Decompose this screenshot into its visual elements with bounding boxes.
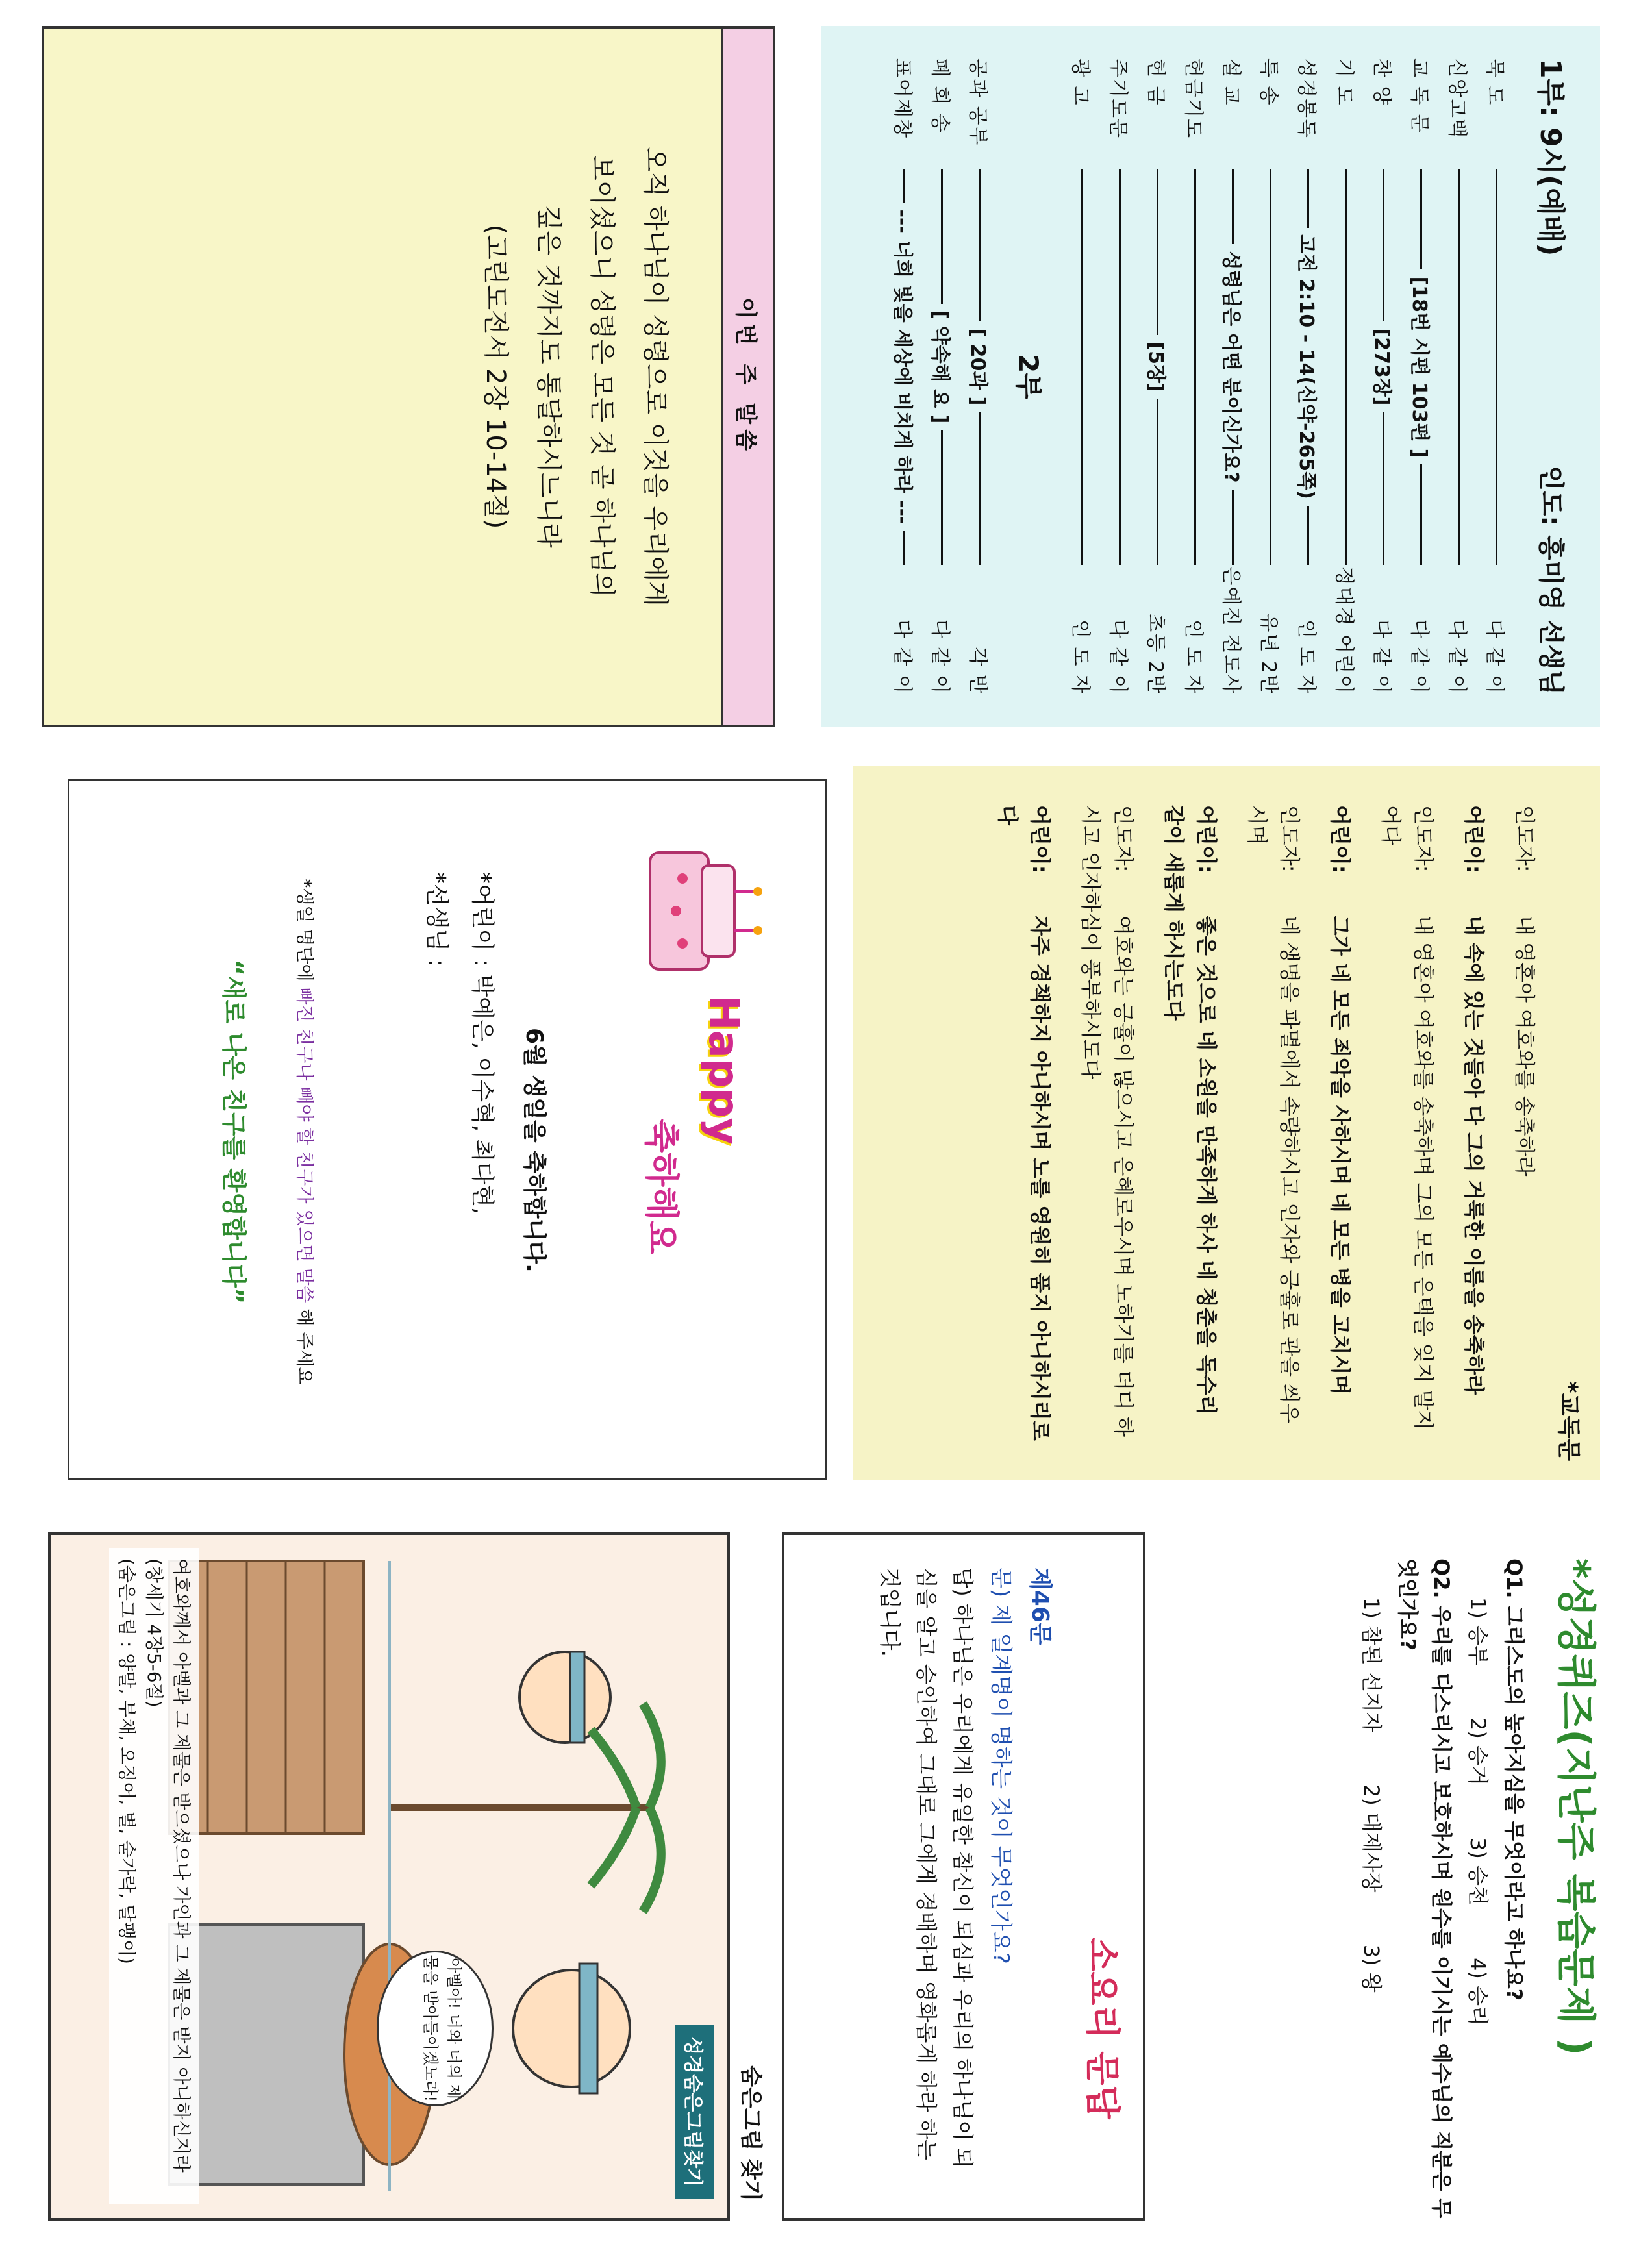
order-row-person: 다 같 이 <box>1107 619 1129 695</box>
quiz-option: 4) 승리 <box>1466 1958 1490 2026</box>
dash-line <box>1233 490 1234 565</box>
order-row-detail: [273장] <box>1370 321 1398 412</box>
order-row-line <box>928 169 957 565</box>
order-row-detail: --- 너희 빛을 세상에 비치게 하라 --- <box>890 203 919 530</box>
verse-line: 깊은 것까지도 통달하시느니라 <box>534 205 564 548</box>
order-row-label: 교 독 문 <box>1408 58 1431 134</box>
order-row-person: 다 같 이 <box>1483 619 1506 695</box>
birthday-note-text: *생일 명단에 <box>294 879 316 988</box>
order-row <box>1252 58 1290 695</box>
dash-line <box>1383 169 1385 321</box>
order-row-label: 표어제창 <box>891 58 914 139</box>
reading-line-leader <box>1241 805 1306 1441</box>
order-row-detail: [18번 시편 103편 ] <box>1407 269 1436 464</box>
order-row-label: 묵 도 <box>1483 58 1506 106</box>
order-row-person: 인 도 자 <box>1069 619 1092 695</box>
quiz-option: 1) 참된 선지자 <box>1359 1597 1384 1732</box>
reading-lines <box>992 805 1541 1441</box>
order-row-person: 유년 2반 <box>1257 613 1280 695</box>
dash-line <box>979 412 981 565</box>
order-row-line <box>1294 169 1323 565</box>
reading-text: 여호와는 긍휼이 많으시고 은혜로우시며 노하기를 더디 하시고 인자하심이 풍부하시도다 <box>1079 805 1136 1437</box>
order-row-label: 기 도 <box>1333 58 1355 106</box>
order-row <box>1290 58 1327 695</box>
order-row <box>1101 58 1139 695</box>
picture-caption-items: (숨은그림 : 양말, 부채, 오징어, 별, 숟가락, 달팽이) <box>116 1558 138 1964</box>
quiz-q2: Q2. 우리를 다스리시고 보호하시며 원수를 이기시는 예수님의 직분은 무엇인가요? <box>1395 1558 1454 2219</box>
reading-text: 좋은 것으로 네 소원을 만족하게 하사 네 청춘을 독수리 같이 새롭게 하시는도다 <box>1162 805 1219 1415</box>
order-leader: 인도: 홍미영 선생님 <box>1536 466 1566 695</box>
order-row-line <box>1370 169 1398 565</box>
dash-line <box>904 531 906 565</box>
quiz-q1-options <box>1458 1597 1497 2221</box>
order-row-label: 폐 회 송 <box>929 58 951 134</box>
catechism-answer: 답) 하나님은 우리에게 유일한 참신이 되심과 우리의 하나님이 되심을 알고 승인하여 그대로 그에게 경배하며 영화롭게 하라 하는 것입니다. <box>877 1567 975 2169</box>
dash-line <box>1383 412 1385 565</box>
reading-speaker: 어린이: <box>1194 805 1219 874</box>
reading-line-leader <box>1375 805 1440 1441</box>
order-row <box>886 58 923 695</box>
quiz-title: *성경퀴즈(지난주 복습문제 ) <box>1553 1558 1598 2056</box>
order-row-detail: 고전 2:10 - 14(신약-265쪽) <box>1294 228 1323 506</box>
order-row <box>1177 58 1214 695</box>
order-row-person: 인 도 자 <box>1295 619 1318 695</box>
order-header <box>1533 58 1574 695</box>
catechism-title: 소요리 문답 <box>1082 1938 1123 2119</box>
order-row-line <box>1195 169 1197 565</box>
picture-title: 숨은그림 찾기 <box>738 2065 764 2201</box>
birthday-heading: 6월 생일을 축하합니다. <box>521 1028 547 1273</box>
order-row-person: 각 반 <box>966 647 989 695</box>
dash-line <box>1157 399 1159 565</box>
order-row-line <box>966 169 994 565</box>
dash-line <box>1082 169 1084 565</box>
dash-line <box>1120 169 1121 565</box>
order-row-line <box>1219 169 1247 565</box>
verse-line: 오직 하나님이 성령으로 이것을 우리에게 <box>640 147 670 606</box>
reading-line-children <box>1158 805 1223 1441</box>
part2-heading: 2부 <box>1012 354 1044 399</box>
order-row-line <box>1082 169 1084 565</box>
verse-line: 보이셨으니 성령은 모든 것 곧 하나님의 <box>587 155 617 598</box>
reading-speaker: 인도자: <box>1512 805 1537 873</box>
worship-order-panel <box>821 26 1600 727</box>
quiz-option: 3) 승천 <box>1466 1838 1490 1906</box>
order-rows-part2 <box>886 58 999 695</box>
order-title: 1부: 9시(예배) <box>1534 58 1567 256</box>
quiz-q2-options <box>1352 1597 1391 2221</box>
order-row-label: 신앙고백 <box>1446 58 1468 139</box>
catechism-question: 문) 제 일계명이 명하는 것이 무엇인가요? <box>988 1567 1014 1964</box>
reading-speaker: 인도자: <box>1111 805 1136 873</box>
order-row <box>1064 58 1101 695</box>
reading-speaker: 어린이: <box>1028 805 1053 874</box>
birthday-note-highlight: 빠진 친구나 빼야 할 친구가 있으면 말씀 <box>294 987 316 1303</box>
order-row <box>1478 58 1516 695</box>
order-row-person: 정대경 어린이 <box>1333 566 1355 695</box>
order-row <box>1327 58 1365 695</box>
memory-verse-panel <box>42 26 775 727</box>
quiz-option: 1) 승부 <box>1466 1597 1490 1665</box>
order-row <box>961 58 999 695</box>
birthday-teachers: *선생님 : <box>423 872 450 967</box>
dash-line <box>1233 169 1234 244</box>
quiz-q1: Q1. 그리스도의 높아지심을 무엇이라고 하나요? <box>1502 1558 1527 2001</box>
reading-line-children <box>1324 805 1357 1441</box>
dash-line <box>942 169 944 304</box>
order-row <box>1214 58 1252 695</box>
verse-title: 이번 주 말씀 <box>721 29 773 725</box>
order-row-line <box>1458 169 1460 565</box>
birthday-cake-icon <box>637 833 767 989</box>
reading-line-leader <box>1075 805 1140 1441</box>
dash-line <box>1496 169 1498 565</box>
order-row-person: 인 도 자 <box>1182 619 1205 695</box>
order-row-label: 헌 금 <box>1144 58 1167 106</box>
order-row <box>923 58 961 695</box>
order-row-detail: [ 20과 ] <box>966 321 994 412</box>
order-row <box>1139 58 1177 695</box>
quiz-option: 3) 왕 <box>1359 1944 1384 1993</box>
order-row-line <box>890 169 919 565</box>
order-row-person: 다 같 이 <box>929 619 951 695</box>
reading-speaker: 인도자: <box>1277 805 1302 873</box>
dash-line <box>1345 169 1347 565</box>
order-row-line <box>1407 169 1436 565</box>
dash-line <box>1157 169 1159 335</box>
order-row-person: 다 같 이 <box>1370 619 1393 695</box>
reading-text: 자주 경책하지 아니하시며 노를 영원히 품지 아니하시리로다 <box>995 805 1053 1441</box>
order-row-line <box>1496 169 1498 565</box>
order-row <box>1403 58 1440 695</box>
picture-caption-verse: 여호와께서 아벨과 그 제물은 받으셨으나 가인과 그 제물은 받지 아니하신지라(창세기 4장5-6절) <box>144 1558 192 2173</box>
order-row <box>1365 58 1403 695</box>
picture-caption <box>109 1548 199 2204</box>
order-row-label: 주기도문 <box>1107 58 1129 139</box>
order-row-person: 다 같 이 <box>1408 619 1431 695</box>
order-row-label: 헌금기도 <box>1182 58 1205 139</box>
birthday-note <box>293 820 319 1443</box>
order-row-label: 성경봉독 <box>1295 58 1318 139</box>
birthday-kids: *어린이 : 박예은, 이수혁, 최다현, <box>469 872 495 1215</box>
dash-line <box>1421 169 1423 269</box>
order-row-label: 찬 양 <box>1370 58 1393 106</box>
order-rows-part1 <box>1064 58 1516 695</box>
order-row <box>1440 58 1478 695</box>
quiz-option: 2) 대제사장 <box>1359 1784 1384 1893</box>
birthday-banner-happy: Happy <box>699 995 747 1145</box>
order-row-line <box>1270 169 1272 565</box>
dash-line <box>1195 169 1197 565</box>
quiz-option: 2) 승거 <box>1466 1717 1490 1786</box>
hidden-picture-illustration <box>48 1532 730 2221</box>
birthday-banner-congrats: 축하해요 <box>641 1119 682 1254</box>
order-row-label: 공과 공부 <box>966 58 989 147</box>
order-row-label: 특 송 <box>1257 58 1280 106</box>
order-row-line <box>1345 169 1347 565</box>
order-row-person: 다 같 이 <box>891 619 914 695</box>
responsive-reading-panel <box>853 766 1600 1480</box>
dash-line <box>1270 169 1272 565</box>
order-row-person: 은예진 전도사 <box>1220 566 1242 695</box>
dash-line <box>1458 169 1460 565</box>
dash-line <box>1308 169 1310 228</box>
reading-text: 내 영혼아 여호와를 송축하며 그의 모든 은택을 잊지 말지어다 <box>1379 805 1436 1430</box>
order-row-line <box>1144 169 1172 565</box>
verse-reference: (고린도전서 2장 10-14절) <box>481 224 510 529</box>
reading-title: *교독문 <box>1555 1380 1582 1461</box>
order-row-line <box>1120 169 1121 565</box>
reading-speaker: 인도자: <box>1411 805 1436 873</box>
dash-line <box>979 169 981 321</box>
order-row-person: 초등 2반 <box>1144 613 1167 695</box>
reading-speaker: 어린이: <box>1328 805 1353 874</box>
speech-bubble: 아벨아! 너와 너의 제물을 받아들이겠노라! <box>377 1951 494 2106</box>
order-row-person: 다 같 이 <box>1446 619 1468 695</box>
reading-text: 내 속에 있는 것들아 다 그의 거룩한 이름을 송축하라 <box>1462 916 1486 1395</box>
reading-text: 내 영혼아 여호와를 송축하라 <box>1512 916 1537 1177</box>
dash-line <box>942 430 944 565</box>
order-row-detail: 성령님은 어떤 분이신가요? <box>1219 244 1247 489</box>
birthday-panel <box>68 779 827 1480</box>
dash-line <box>904 169 906 203</box>
dash-line <box>1308 506 1310 565</box>
reading-text: 그가 네 모든 죄악을 사하시며 네 모든 병을 고치시며 <box>1328 916 1353 1395</box>
reading-line-children <box>992 805 1057 1441</box>
catechism-box <box>782 1532 1145 2221</box>
dash-line <box>1421 464 1423 565</box>
order-row-label: 설 교 <box>1220 58 1242 106</box>
verse-body <box>430 29 721 725</box>
welcome-message: “새로 나온 친구를 환영합니다” <box>219 959 248 1304</box>
birthday-note-text: 해 주세요 <box>294 1303 316 1385</box>
catechism-number: 제46문 <box>1027 1567 1053 1645</box>
reading-line-children <box>1458 805 1490 1441</box>
reading-speaker: 어린이: <box>1462 805 1486 874</box>
quiz-panel <box>782 1532 1613 2221</box>
order-row-detail: [5장] <box>1144 335 1172 398</box>
picture-tag: 성경숨은그림찾기 <box>675 2025 714 2199</box>
reading-text: 네 생명을 파멸에서 속량하시고 인자와 긍휼로 관을 씌우시며 <box>1245 805 1302 1424</box>
reading-line-leader <box>1508 805 1541 1441</box>
hidden-picture-panel <box>48 1532 769 2221</box>
order-row-label: 광 고 <box>1069 58 1092 106</box>
order-row-detail: [ 약속해 요 ] <box>928 304 957 430</box>
